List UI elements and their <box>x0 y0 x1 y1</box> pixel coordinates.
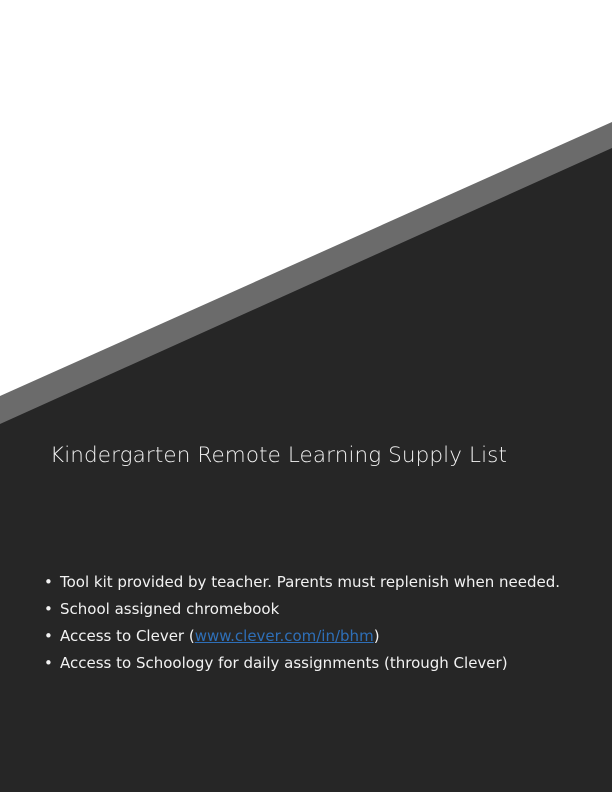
clever-link[interactable]: www.clever.com/in/bhm <box>194 627 374 645</box>
list-item-text-prefix: Access to Clever ( <box>60 627 195 645</box>
list-item <box>44 599 564 619</box>
list-item <box>44 572 564 592</box>
bullet-icon: • <box>44 600 53 618</box>
bullet-icon: • <box>44 627 53 645</box>
list-item-text: Access to Schoology for daily assignments (through Clever) <box>60 654 508 672</box>
list-item <box>44 653 564 673</box>
list-item-text-suffix: ) <box>373 627 380 645</box>
list-item <box>44 626 564 646</box>
bullet-icon: • <box>44 654 53 672</box>
bullet-icon: • <box>44 573 53 591</box>
supply-list <box>44 572 564 680</box>
list-item-text: School assigned chromebook <box>60 600 280 618</box>
list-item-text: Tool kit provided by teacher. Parents must replenish when needed. <box>60 573 561 591</box>
page-title: Kindergarten Remote Learning Supply List <box>50 443 507 468</box>
